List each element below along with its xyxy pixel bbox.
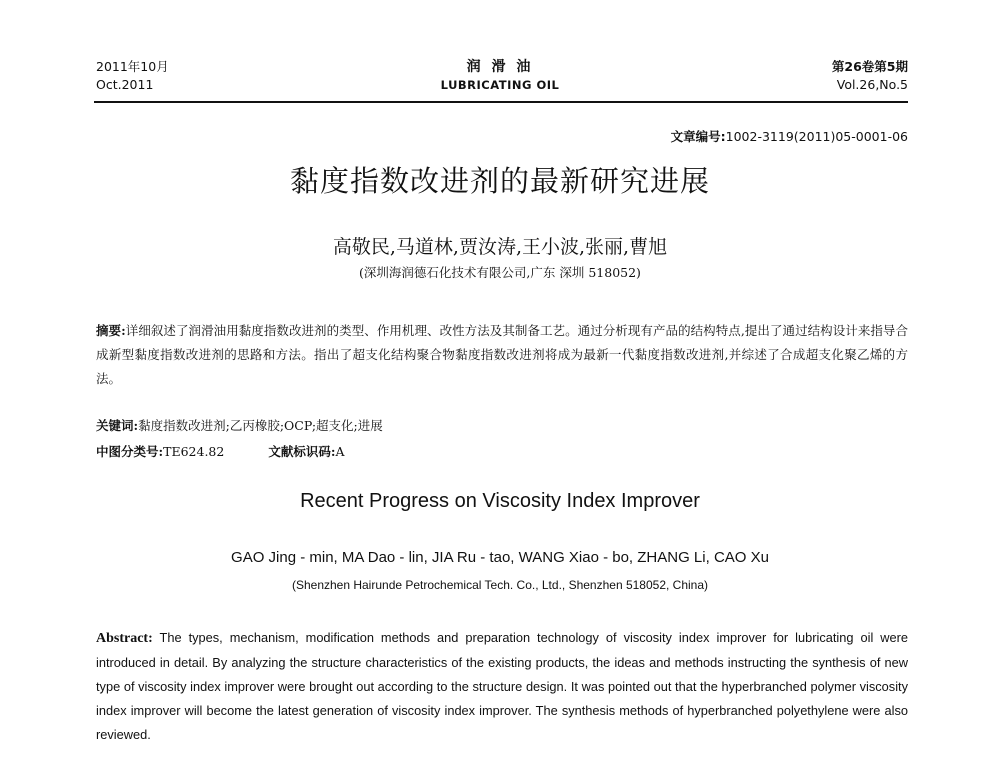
affiliation-cn: (深圳海润德石化技术有限公司,广东 深圳 518052) (359, 265, 641, 280)
clc-value: TE624.82 (163, 444, 225, 459)
doc-code-label: 文献标识码: (268, 444, 336, 459)
clc-label: 中图分类号: (96, 444, 164, 459)
journal-title-en: LUBRICATING OIL (440, 78, 560, 92)
authors-en: GAO Jing - min, MA Dao - lin, JIA Ru - tao, WANG Xiao - bo, ZHANG Li, CAO Xu (231, 549, 769, 566)
date-en: Oct.2011 (96, 77, 154, 92)
paper-title-cn: 黏度指数改进剂的最新研究进展 (289, 164, 710, 198)
affiliation-en: (Shenzhen Hairunde Petrochemical Tech. Co., Ltd., Shenzhen 518052, China) (291, 578, 709, 592)
volume-en: Vol.26,No.5 (836, 77, 908, 92)
classification-row (96, 442, 344, 460)
paper-title-en: Recent Progress on Viscosity Index Improver (300, 490, 700, 512)
authors-cn: 高敬民,马道林,贾汝涛,王小波,张丽,曹旭 (332, 236, 668, 258)
abstract-en (96, 626, 908, 747)
keywords-text: 黏度指数改进剂;乙丙橡胶;OCP;超支化;进展 (138, 418, 383, 433)
article-number (671, 127, 908, 145)
abstract-cn-text: 详细叙述了润滑油用黏度指数改进剂的类型、作用机理、改性方法及其制备工艺。通过分析现有产品的结构特点,提出了通过结构设计来指导合成新型黏度指数改进剂的思路和方法。指出了超支化结构聚合物黏度指数改进剂将成为最新一代黏度指数改进剂,并综述了合成超支化聚乙烯的方法。 (96, 323, 908, 386)
abstract-en-label: Abstract: (96, 631, 153, 646)
article-number-label: 文章编号: (670, 129, 726, 144)
keywords (96, 416, 383, 434)
doc-code-value: A (335, 444, 345, 459)
abstract-en-text: The types, mechanism, modification methods and preparation technology of viscosity index improver for lubricating oil were introduced in detail. By analyzing the structure characteristics of the existing products, the ideas and methods instructing the synthesis of new type of viscosity index improver were brought out according to the structure design. It was pointed out that the hyperbranched polymer viscosity index improver will become the latest generation of viscosity index improver. The synthesis methods of hyperbranched polyethylene were also reviewed. (96, 630, 909, 742)
date-cn: 2011年10月 (96, 59, 169, 74)
abstract-cn (96, 319, 908, 391)
journal-title-cn: 润 滑 油 (466, 59, 534, 75)
article-number-value: 1002-3119(2011)05-0001-06 (725, 129, 908, 144)
volume-cn: 第26卷第5期 (831, 59, 908, 74)
running-header-volume (832, 58, 908, 94)
header-rule (94, 101, 908, 103)
keywords-label: 关键词: (96, 418, 139, 433)
abstract-cn-label: 摘要: (96, 323, 126, 338)
